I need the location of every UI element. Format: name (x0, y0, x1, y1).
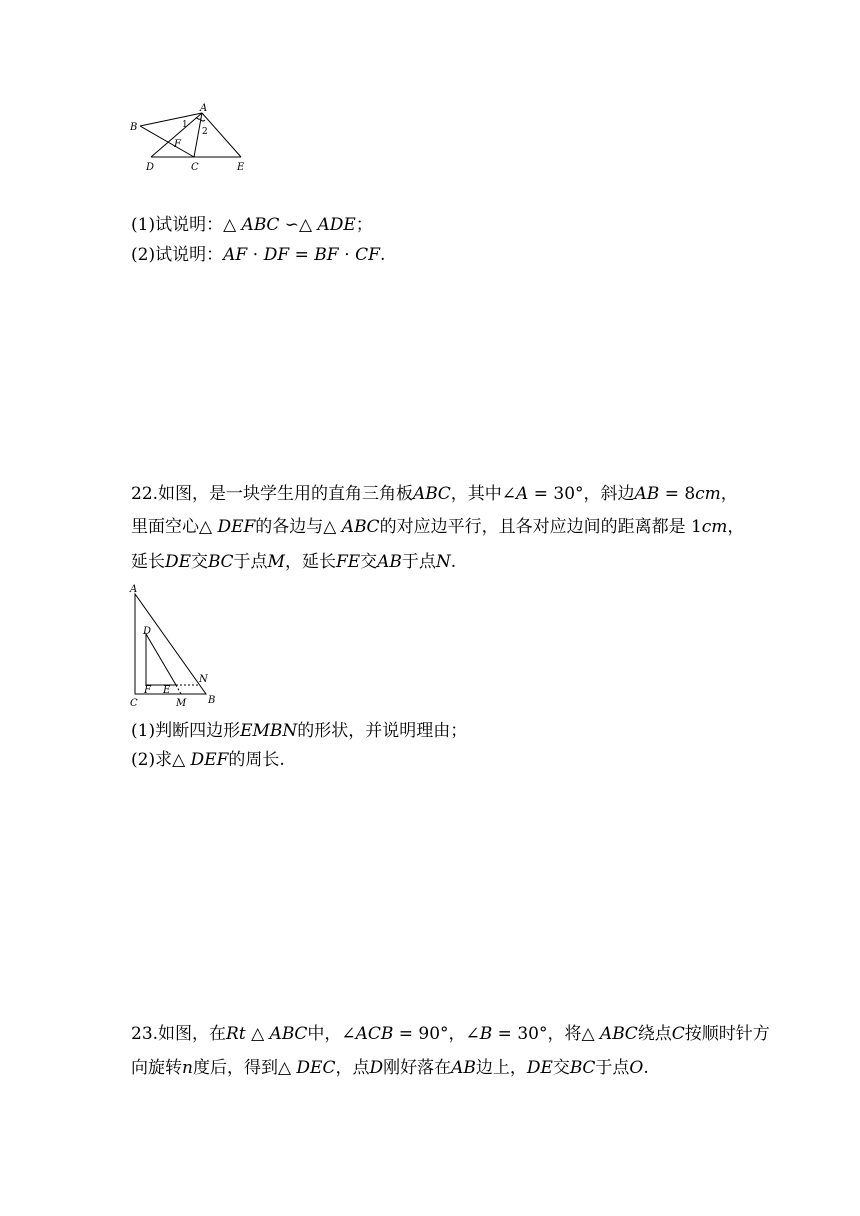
label-d: D (146, 162, 155, 173)
segment-ad (151, 113, 202, 157)
q22-line2: 里面空心△ 𝐷𝐸𝐹的各边与△ 𝐴𝐵𝐶的对应边平行，且各对应边间的距离都是 1𝑐𝑚， (131, 517, 745, 537)
label-e: E (237, 162, 245, 173)
segment-ba (140, 113, 202, 126)
q21-part2: (2)试说明：𝐴𝐹 ⋅ 𝐷𝐹 = 𝐵𝐹 ⋅ 𝐶𝐹. (131, 245, 386, 265)
label-d: D (143, 626, 152, 637)
figure-triangle-ruler (126, 582, 216, 710)
label-a: A (130, 584, 138, 595)
q22-line1: 22.如图，是一块学生用的直角三角板𝐴𝐵𝐶，其中∠𝐴 = 30°，斜边𝐴𝐵 = 8𝑐𝑚， (131, 484, 738, 504)
segment-bc (140, 126, 194, 157)
label-m: M (176, 698, 187, 709)
label-angle-2: 2 (202, 127, 208, 137)
label-b: B (130, 122, 138, 133)
label-f: F (174, 139, 181, 150)
inner-triangle-def (146, 634, 176, 685)
q22-part2: (2)求△ 𝐷𝐸𝐹的周长. (131, 750, 285, 770)
label-e: E (163, 685, 171, 696)
q22-part1: (1)判断四边形𝐸𝑀𝐵𝑁的形状，并说明理由； (131, 721, 468, 741)
label-f: F (144, 685, 151, 696)
figure-triangles-abc-ade (126, 100, 256, 176)
q21-part1: (1)试说明：△ 𝐴𝐵𝐶 ∽△ 𝐴𝐷𝐸； (131, 215, 373, 235)
segment-em-dashed (176, 685, 181, 694)
q23-line2: 向旋转𝑛度后，得到△ 𝐷𝐸𝐶，点𝐷刚好落在𝐴𝐵边上，𝐷𝐸交𝐵𝐶于点𝑂. (131, 1058, 649, 1078)
angle-1-arc (196, 117, 201, 119)
segment-ac (194, 113, 202, 157)
label-n: N (199, 674, 208, 685)
label-b: B (208, 695, 216, 706)
label-c: C (191, 162, 199, 173)
q23-line1: 23.如图，在𝑅𝑡 △ 𝐴𝐵𝐶中，∠𝐴𝐶𝐵 = 90°，∠𝐵 = 30°，将△ 𝐴𝐵𝐶绕点𝐶按顺时针方 (131, 1024, 770, 1044)
angle-2-arc (201, 120, 205, 121)
segment-ae (202, 113, 241, 157)
label-angle-1: 1 (182, 120, 188, 130)
q22-line3: 延长𝐷𝐸交𝐵𝐶于点𝑀，延长𝐹𝐸交𝐴𝐵于点𝑁. (131, 552, 457, 572)
label-c: C (130, 698, 138, 709)
label-a: A (200, 103, 208, 114)
